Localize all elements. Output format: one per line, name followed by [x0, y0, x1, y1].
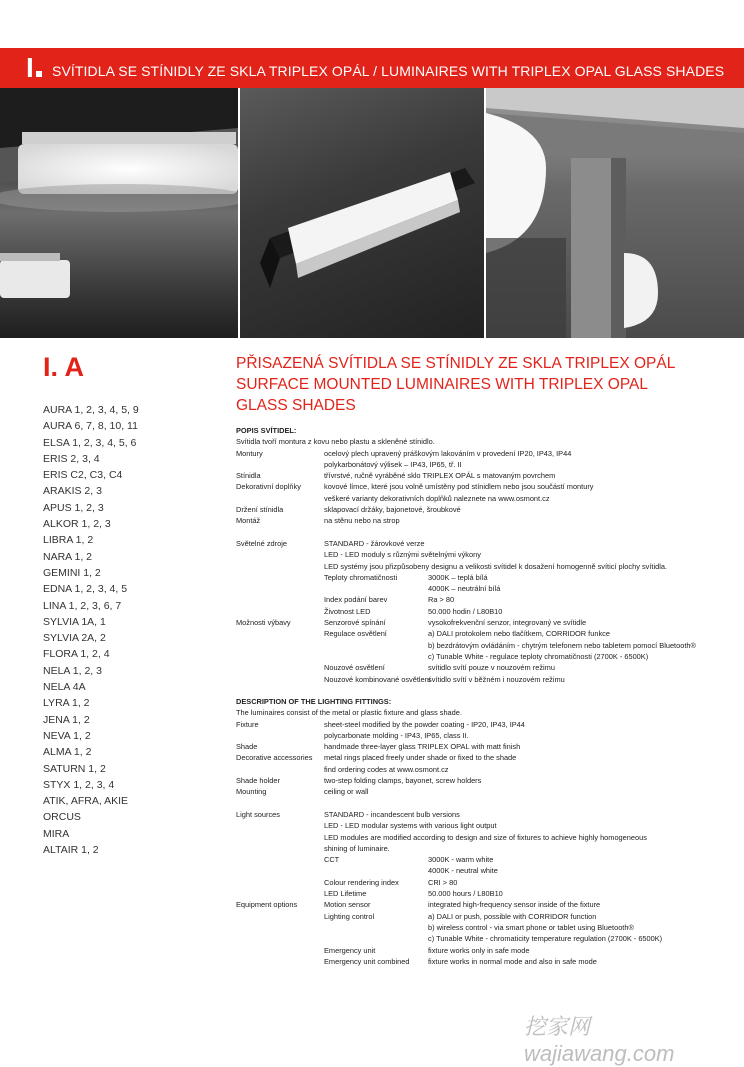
spec-value: veškeré varianty dekorativních doplňků naleznete na www.osmont.cz	[324, 493, 550, 503]
spec-detail: CRI > 80	[428, 877, 458, 887]
spec-label: POPIS SVÍTIDEL:	[236, 426, 297, 435]
spec-detail: vysokofrekvenční senzor, integrovaný ve svítidle	[428, 618, 587, 628]
spec-detail: 4000K - neutral white	[428, 866, 498, 876]
photo-beam-luminaire	[486, 88, 744, 338]
section-number-dot	[36, 71, 42, 77]
spec-label: Dekorativní doplňky	[236, 482, 301, 492]
spec-label: Montury	[236, 448, 263, 458]
spec-detail: fixture works in normal mode and also in safe mode	[428, 956, 597, 966]
product-item: GEMINI 1, 2	[43, 566, 101, 579]
spec-value: Senzorové spínání	[324, 618, 386, 628]
section-header-bar	[0, 48, 744, 88]
spec-label: Světelné zdroje	[236, 538, 287, 548]
product-item: ARAKIS 2, 3	[43, 485, 102, 498]
photo-ceiling-luminaire	[0, 88, 238, 338]
spec-value: CCT	[324, 855, 340, 865]
watermark: 挖家网 wajiawang.com	[524, 1014, 675, 1066]
spec-value: kovové límce, které jsou volně umístěny pod stínidlem nebo jsou součástí montury	[324, 482, 594, 492]
spec-value: LED modules are modified according to design and size of fixtures to achieve highly homogeneous	[324, 832, 647, 842]
spec-value: Nouzové kombinované osvětlení	[324, 674, 431, 684]
subsection-id: I. A	[43, 352, 85, 382]
spec-value: two-step folding clamps, bayonet, screw holders	[324, 776, 482, 786]
spec-value: shining of luminaire.	[324, 843, 390, 853]
spec-label: Držení stínidla	[236, 505, 284, 515]
product-item: MIRA	[43, 827, 70, 840]
spec-value: Regulace osvětlení	[324, 629, 387, 639]
spec-label: The luminaires consist of the metal or plastic fixture and glass shade.	[236, 708, 462, 718]
photo-beam-luminaire-graphic	[486, 88, 744, 338]
product-item: NELA 1, 2, 3	[43, 664, 102, 677]
spec-detail: a) DALI or push, possible with CORRIDOR function	[428, 911, 597, 921]
heading-line-en-1: SURFACE MOUNTED LUMINAIRES WITH TRIPLEX OPAL	[236, 376, 648, 393]
product-item: SYLVIA 1A, 1	[43, 615, 106, 628]
spec-value: Teploty chromatičnosti	[324, 572, 398, 582]
spec-label: Equipment options	[236, 900, 298, 910]
spec-value: handmade three-layer glass TRIPLEX OPAL with matt finish	[324, 742, 521, 752]
spec-label: Svítidla tvoří montura z kovu nebo plastu a skleněné stínidlo.	[236, 437, 435, 447]
spec-value: Emergency unit combined	[324, 956, 410, 966]
product-item: SATURN 1, 2	[43, 762, 106, 775]
spec-value: ceiling or wall	[324, 787, 369, 797]
spec-label: Stínidla	[236, 471, 261, 481]
product-item: NEVA 1, 2	[43, 729, 91, 742]
product-list	[43, 402, 139, 858]
spec-value: třívrstvé, ručně vyráběné sklo TRIPLEX OPÁL s matovaným povrchem	[324, 471, 556, 481]
spec-detail: fixture works only in safe mode	[428, 945, 530, 955]
spec-value: Motion sensor	[324, 900, 371, 910]
spec-value: Lighting control	[324, 911, 375, 921]
section-number: I	[26, 52, 42, 84]
product-item: LINA 1, 2, 3, 6, 7	[43, 599, 122, 612]
photo-wall-luminaire-graphic	[240, 88, 484, 338]
section-heading	[236, 353, 706, 416]
spec-value: LED Lifetime	[324, 889, 367, 899]
spec-label: Shade holder	[236, 776, 280, 786]
photo-ceiling-luminaire-graphic	[0, 88, 238, 338]
product-item: EDNA 1, 2, 3, 4, 5	[43, 583, 128, 596]
spec-value: LED systémy jsou přizpůsobeny designu a velikosti svítidel k dosažení homogenně svíticí plochy svítidla.	[324, 561, 668, 571]
spec-detail: c) Tunable White - chromaticity temperature regulation (2700K - 6500K)	[428, 934, 663, 944]
spec-value: Emergency unit	[324, 945, 376, 955]
spec-value: ocelový plech upravený práškovým lakováním v provedení IP20, IP43, IP44	[324, 448, 572, 458]
spec-value: polykarbonátový výlisek – IP43, IP65, tř. II	[324, 459, 462, 469]
product-item: ELSA 1, 2, 3, 4, 5, 6	[43, 436, 137, 449]
product-item: ERIS C2, C3, C4	[43, 469, 123, 482]
product-item: ALMA 1, 2	[43, 746, 92, 759]
product-item: AURA 1, 2, 3, 4, 5, 9	[43, 404, 139, 416]
section-title: SVÍTIDLA SE STÍNIDLY ZE SKLA TRIPLEX OPÁL / LUMINAIRES WITH TRIPLEX OPAL GLASS SHADES	[52, 63, 725, 79]
spec-detail: 50.000 hodin / L80B10	[428, 606, 503, 616]
product-item: ERIS 2, 3, 4	[43, 452, 100, 465]
spec-value: Index podání barev	[324, 595, 388, 605]
spec-label: Možnosti výbavy	[236, 618, 291, 628]
heading-line-en-2: GLASS SHADES	[236, 397, 356, 414]
spec-label: Fixture	[236, 719, 259, 729]
spec-label: DESCRIPTION OF THE LIGHTING FITTINGS:	[236, 697, 392, 706]
product-item: ALTAIR 1, 2	[43, 844, 99, 857]
spec-label: Light sources	[236, 809, 280, 819]
spec-value: Životnost LED	[324, 606, 371, 616]
photo-strip	[0, 88, 744, 338]
product-item: SYLVIA 2A, 2	[43, 632, 106, 645]
spec-value: na stěnu nebo na strop	[324, 516, 400, 526]
spec-value: STANDARD - incandescent bulb versions	[324, 809, 460, 819]
spec-value: sklapovací držáky, bajonetové, šroubkové	[324, 505, 461, 515]
product-item: LYRA 1, 2	[43, 697, 90, 710]
product-item: STYX 1, 2, 3, 4	[43, 778, 115, 791]
product-item: ALKOR 1, 2, 3	[43, 518, 111, 531]
spec-value: sheet-steel modified by the powder coating - IP20, IP43, IP44	[324, 719, 525, 729]
product-item: NARA 1, 2	[43, 550, 93, 563]
spec-detail: 50.000 hours / L80B10	[428, 889, 503, 899]
spec-value: STANDARD - žárovkové verze	[324, 538, 425, 548]
product-item: JENA 1, 2	[43, 713, 90, 726]
product-item: FLORA 1, 2, 4	[43, 648, 110, 661]
product-item: ATIK, AFRA, AKIE	[43, 795, 128, 808]
spec-detail: 3000K – teplá bílá	[428, 572, 488, 582]
spec-label: Montáž	[236, 516, 261, 526]
spec-detail: b) wireless control - via smart phone or tablet using Bluetooth®	[428, 922, 634, 932]
spec-label: Mounting	[236, 787, 267, 797]
spec-detail: Ra > 80	[428, 595, 455, 605]
spec-detail: a) DALI protokolem nebo tlačítkem, CORRIDOR funkce	[428, 629, 610, 639]
product-item: ORCUS	[43, 811, 81, 824]
photo-wall-luminaire	[240, 88, 484, 338]
spec-detail: svítidlo svítí pouze v nouzovém režimu	[428, 663, 555, 673]
spec-detail: 3000K - warm white	[428, 855, 494, 865]
spec-detail: integrated high-frequency sensor inside of the fixture	[428, 900, 601, 910]
heading-line-cz: PŘISAZENÁ SVÍTIDLA SE STÍNIDLY ZE SKLA TRIPLEX OPÁL	[236, 355, 676, 372]
spec-value: LED - LED modular systems with various light output	[324, 821, 497, 831]
spec-value: find ordering codes at www.osmont.cz	[324, 764, 449, 774]
spec-value: metal rings placed freely under shade or fixed to the shade	[324, 753, 517, 763]
spec-value: Nouzové osvětlení	[324, 663, 385, 673]
spec-detail: c) Tunable White - regulace teploty chromatičnosti (2700K - 6500K)	[428, 651, 649, 661]
spec-value: LED - LED moduly s různými světelnými výkony	[324, 550, 481, 560]
spec-detail: b) bezdrátovým ovládáním - chytrým telefonem nebo tabletem pomocí Bluetooth®	[428, 640, 696, 650]
product-item: APUS 1, 2, 3	[43, 501, 104, 514]
spec-detail: svítidlo svítí v běžném i nouzovém režimu	[428, 674, 565, 684]
product-item: AURA 6, 7, 8, 10, 11	[43, 420, 138, 433]
spec-value: Colour rendering index	[324, 877, 399, 887]
spec-detail: 4000K – neutrální bílá	[428, 584, 501, 594]
product-item: LIBRA 1, 2	[43, 534, 94, 547]
product-item: NELA 4A	[43, 681, 86, 694]
spec-value: polycarbonate molding - IP43, IP65, class II.	[324, 730, 469, 740]
spec-label: Decorative accessories	[236, 753, 313, 763]
spec-label: Shade	[236, 742, 258, 752]
